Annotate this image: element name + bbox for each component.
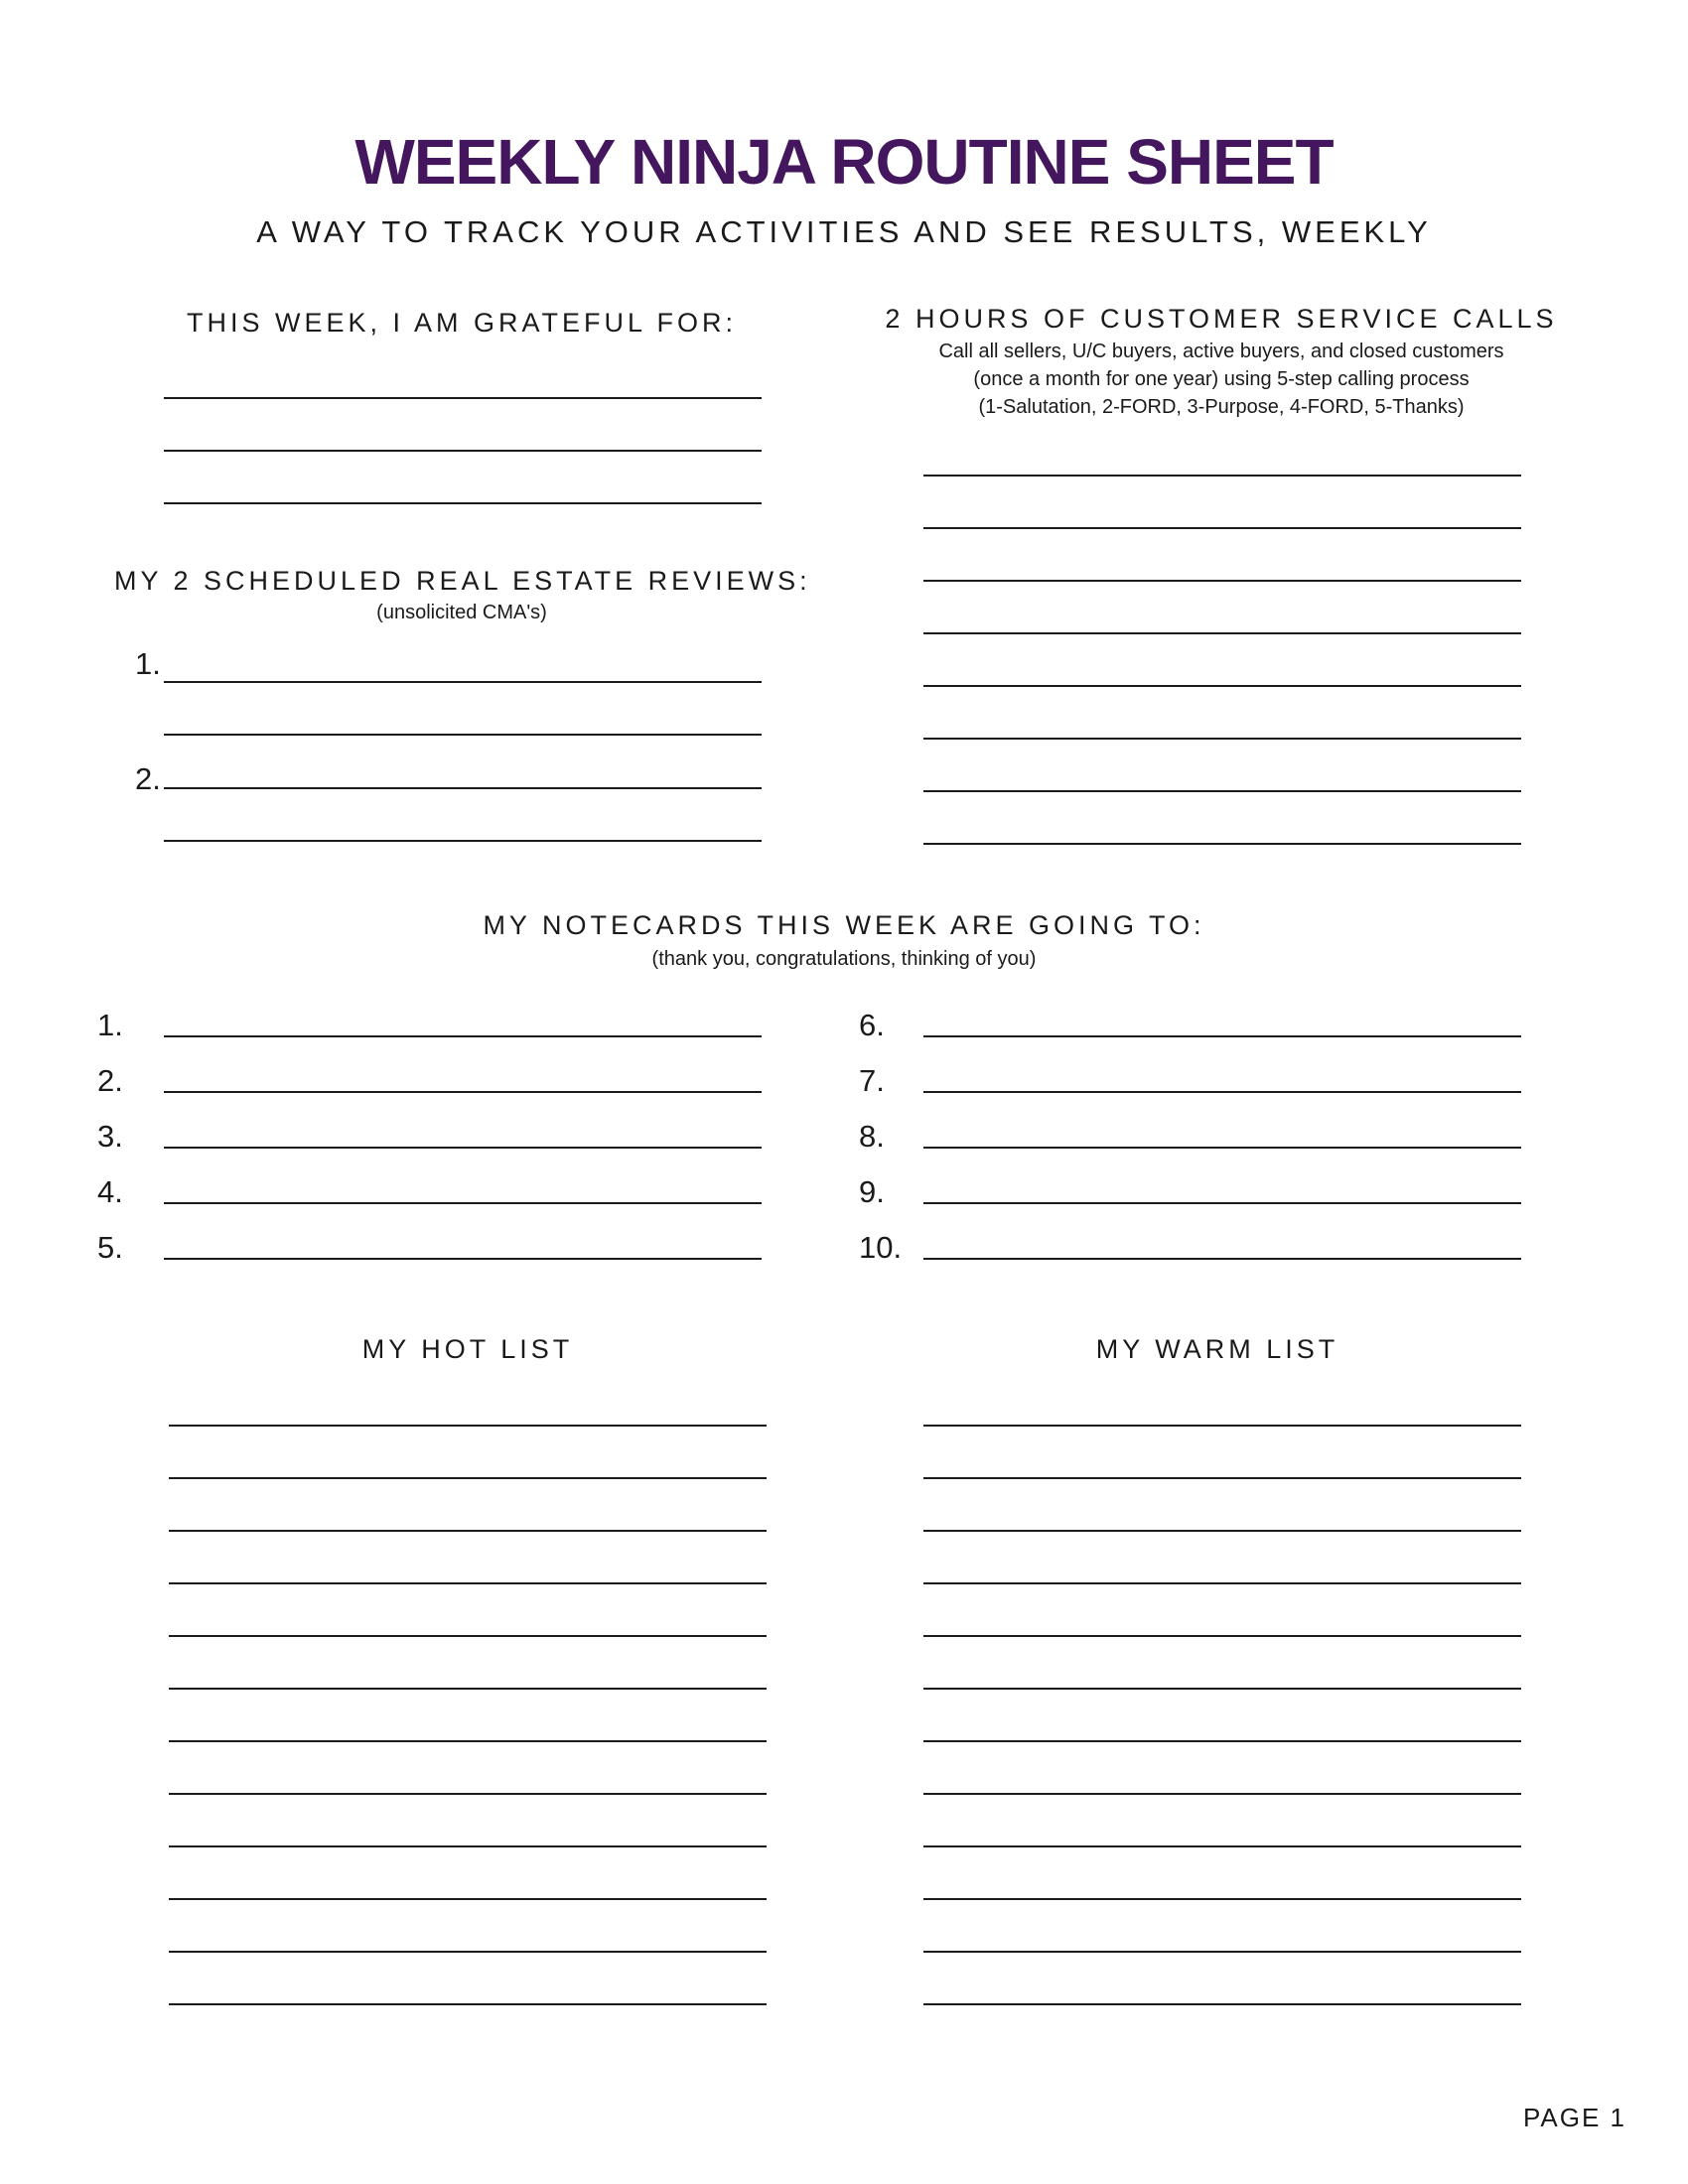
notecard-line-6[interactable] xyxy=(923,1035,1521,1037)
review-2-line-2[interactable] xyxy=(164,840,762,842)
notecard-line-2[interactable] xyxy=(164,1091,762,1093)
warm-list-line-6[interactable] xyxy=(923,1688,1521,1690)
hot-list-line-3[interactable] xyxy=(169,1530,767,1532)
warm-list-heading: MY WARM LIST xyxy=(1095,1334,1339,1364)
notecards-heading: MY NOTECARDS THIS WEEK ARE GOING TO: xyxy=(483,910,1205,940)
warm-list-line-1[interactable] xyxy=(923,1425,1521,1427)
notecard-line-4[interactable] xyxy=(164,1202,762,1204)
warm-list-line-10[interactable] xyxy=(923,1898,1521,1900)
notecard-label-8: 8. xyxy=(859,1119,885,1154)
warm-list-line-8[interactable] xyxy=(923,1793,1521,1795)
notecard-label-5: 5. xyxy=(97,1230,123,1265)
notecard-label-10: 10. xyxy=(859,1230,903,1265)
calls-note-line-2: (once a month for one year) using 5-step calling process xyxy=(973,368,1470,390)
calls-note-line-1: Call all sellers, U/C buyers, active buyers, and closed customers xyxy=(938,341,1504,362)
hot-list-line-11[interactable] xyxy=(169,1951,767,1953)
warm-list-line-12[interactable] xyxy=(923,2003,1521,2005)
calls-line-7[interactable] xyxy=(923,790,1521,792)
warm-list-line-4[interactable] xyxy=(923,1582,1521,1584)
reviews-heading: MY 2 SCHEDULED REAL ESTATE REVIEWS: xyxy=(114,566,811,596)
calls-line-8[interactable] xyxy=(923,843,1521,845)
warm-list-line-7[interactable] xyxy=(923,1740,1521,1742)
warm-list-line-3[interactable] xyxy=(923,1530,1521,1532)
notecard-line-10[interactable] xyxy=(923,1258,1521,1260)
hot-list-line-2[interactable] xyxy=(169,1477,767,1479)
calls-note-line-3: (1-Salutation, 2-FORD, 3-Purpose, 4-FORD, 5-Thanks) xyxy=(978,396,1465,418)
hot-list-line-5[interactable] xyxy=(169,1635,767,1637)
hot-list-line-10[interactable] xyxy=(169,1898,767,1900)
notecard-line-1[interactable] xyxy=(164,1035,762,1037)
notecard-line-3[interactable] xyxy=(164,1147,762,1149)
calls-line-1[interactable] xyxy=(923,475,1521,477)
hot-list-heading: MY HOT LIST xyxy=(361,1334,574,1364)
notecard-label-4: 4. xyxy=(97,1174,123,1209)
grateful-heading: THIS WEEK, I AM GRATEFUL FOR: xyxy=(186,308,738,338)
hot-list-line-12[interactable] xyxy=(169,2003,767,2005)
hot-list-line-4[interactable] xyxy=(169,1582,767,1584)
calls-line-6[interactable] xyxy=(923,738,1521,740)
review-label-2: 2. xyxy=(135,761,161,796)
calls-heading: 2 HOURS OF CUSTOMER SERVICE CALLS xyxy=(885,304,1558,334)
notecards-note: (thank you, congratulations, thinking of you) xyxy=(651,948,1037,970)
review-1-line-2[interactable] xyxy=(164,734,762,736)
notecard-label-1: 1. xyxy=(97,1008,123,1042)
page-subtitle: A WAY TO TRACK YOUR ACTIVITIES AND SEE RESULTS, WEEKLY xyxy=(256,214,1432,249)
grateful-line-1[interactable] xyxy=(164,397,762,399)
notecard-label-6: 6. xyxy=(859,1008,885,1042)
hot-list-line-8[interactable] xyxy=(169,1793,767,1795)
review-1-line-1[interactable] xyxy=(164,681,762,683)
warm-list-line-5[interactable] xyxy=(923,1635,1521,1637)
warm-list-line-9[interactable] xyxy=(923,1845,1521,1847)
notecard-line-9[interactable] xyxy=(923,1202,1521,1204)
hot-list-line-7[interactable] xyxy=(169,1740,767,1742)
page-title: WEEKLY NINJA ROUTINE SHEET xyxy=(354,126,1334,198)
warm-list-line-11[interactable] xyxy=(923,1951,1521,1953)
calls-line-5[interactable] xyxy=(923,685,1521,687)
grateful-line-3[interactable] xyxy=(164,502,762,504)
notecard-line-7[interactable] xyxy=(923,1091,1521,1093)
reviews-note: (unsolicited CMA's) xyxy=(376,602,547,623)
calls-line-4[interactable] xyxy=(923,632,1521,634)
notecard-line-8[interactable] xyxy=(923,1147,1521,1149)
review-label-1: 1. xyxy=(135,646,161,681)
page-number: PAGE 1 xyxy=(1522,2103,1626,2132)
notecard-label-7: 7. xyxy=(859,1063,885,1098)
hot-list-line-6[interactable] xyxy=(169,1688,767,1690)
review-2-line-1[interactable] xyxy=(164,787,762,789)
notecard-label-2: 2. xyxy=(97,1063,123,1098)
grateful-line-2[interactable] xyxy=(164,450,762,452)
notecard-label-3: 3. xyxy=(97,1119,123,1154)
calls-line-3[interactable] xyxy=(923,580,1521,582)
notecard-line-5[interactable] xyxy=(164,1258,762,1260)
calls-line-2[interactable] xyxy=(923,527,1521,529)
hot-list-line-1[interactable] xyxy=(169,1425,767,1427)
notecard-label-9: 9. xyxy=(859,1174,885,1209)
hot-list-line-9[interactable] xyxy=(169,1845,767,1847)
warm-list-line-2[interactable] xyxy=(923,1477,1521,1479)
